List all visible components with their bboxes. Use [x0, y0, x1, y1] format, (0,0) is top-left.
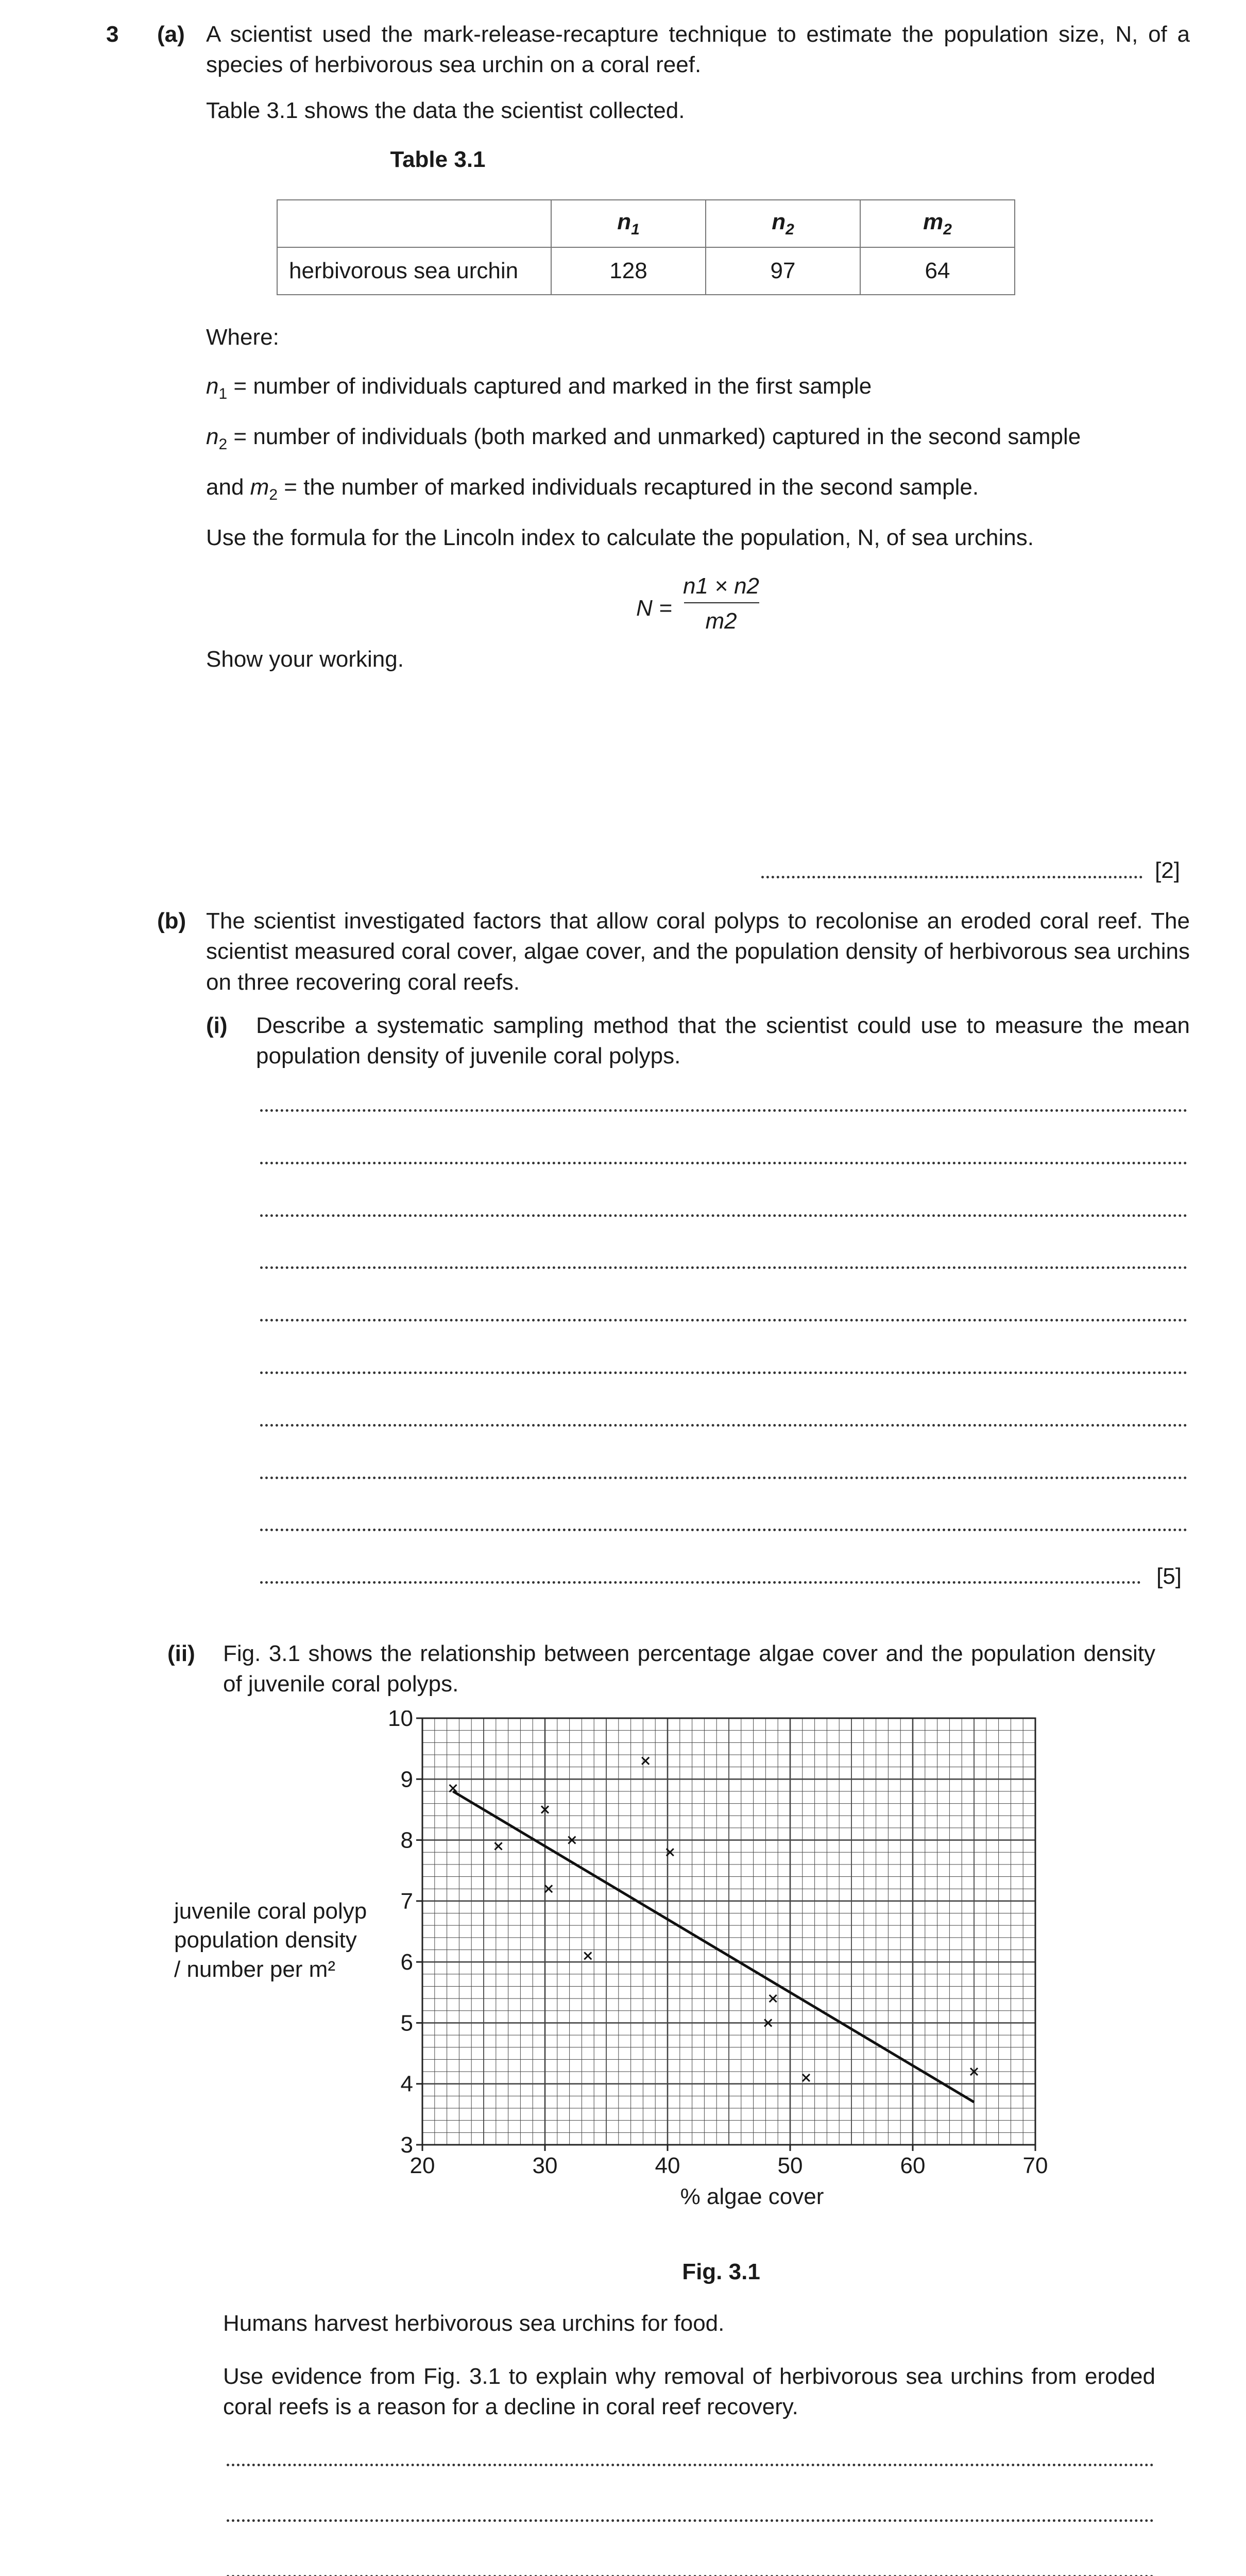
y-tick-label: 3 [400, 2132, 413, 2158]
answer-line-a[interactable] [761, 876, 1142, 878]
definition-n2: $n_2$ = number of individuals (both marked and unmarked) captured in the second sample [206, 424, 1081, 453]
definition-n2-text: = number of individuals (both marked and unmarked) captured in the second sample [233, 424, 1081, 449]
definition-m2: and $m_2$ = the number of marked individuals recaptured in the second sample. [206, 474, 979, 503]
y-axis-label-line-1: juvenile coral polyp [174, 1899, 367, 1924]
part-b-i-text: Describe a systematic sampling method that the scientist could use to measure the mean population density of juvenile coral polyps. [256, 1013, 1190, 1069]
definition-n1: $n_1$ = number of individuals captured and marked in the first sample [206, 374, 872, 402]
table-header-blank [277, 200, 551, 247]
answer-line-b-ii-2[interactable] [227, 2519, 1154, 2522]
answer-line-b-ii-1[interactable] [227, 2464, 1154, 2466]
answer-line-b-i-4[interactable] [260, 1266, 1187, 1269]
y-tick-label: 10 [388, 1710, 413, 1731]
part-b-ii-para1: Humans harvest herbivorous sea urchins for food. [223, 2311, 725, 2336]
table-cell-n1: 128 [551, 247, 706, 295]
answer-line-b-i-8[interactable] [260, 1477, 1187, 1479]
x-tick-label: 30 [532, 2153, 558, 2178]
x-tick-label: 60 [900, 2153, 926, 2178]
y-tick-label: 5 [400, 2010, 413, 2036]
table-header-n2: $n_2$ [706, 200, 860, 247]
chart-x-axis-label: % algae cover [680, 2184, 824, 2209]
y-axis-label-line-3: / number per m² [174, 1956, 335, 1982]
table-header-n1: $n_1$ [551, 200, 706, 247]
show-working-text: Show your working. [206, 647, 404, 672]
scatter-chart [381, 1710, 1066, 2236]
answer-line-b-i-3[interactable] [260, 1214, 1187, 1217]
table-header-m2: $m_2$ [860, 200, 1015, 247]
data-point [450, 1785, 457, 1792]
question-number: 3 [106, 22, 119, 47]
x-tick-label: 20 [409, 2153, 435, 2178]
part-a-intro: A scientist used the mark-release-recapture technique to estimate the population size, N, of a species of herbivorous sea urchin on a coral reef. [206, 22, 1190, 78]
answer-line-b-i-1[interactable] [260, 1109, 1187, 1112]
y-tick-label: 9 [400, 1767, 413, 1792]
part-b-i-label: (i) [206, 1013, 228, 1038]
answer-line-b-i-10[interactable] [260, 1581, 1141, 1584]
table-cell-m2: 64 [860, 247, 1015, 295]
formula-fraction-line [684, 602, 759, 603]
data-point [803, 2074, 810, 2081]
data-point-cross [450, 1785, 457, 1792]
x-tick-label: 40 [655, 2153, 680, 2178]
part-a-label: (a) [157, 22, 185, 47]
trend-line [453, 1791, 975, 2102]
x-tick-label: 70 [1022, 2153, 1048, 2178]
chart-y-axis-label [174, 1897, 367, 1984]
y-tick-label: 6 [400, 1950, 413, 1975]
table-row-label: herbivorous sea urchin [277, 247, 551, 295]
part-b-ii-para2: Use evidence from Fig. 3.1 to explain why removal of herbivorous sea urchins from eroded coral reefs is a reason for a decline in coral reef recovery. [223, 2364, 1155, 2420]
figure-caption: Fig. 3.1 [682, 2259, 760, 2284]
part-b-label: (b) [157, 908, 186, 934]
part-b-intro: The scientist investigated factors that allow coral polyps to recolonise an eroded coral reef. The scientist measured coral cover, algae cover, and the population density of herbivorous sea urchins on three recovering coral reefs. [206, 908, 1190, 995]
formula-denominator: m2 [705, 608, 737, 634]
answer-line-b-i-6[interactable] [260, 1371, 1187, 1374]
formula-lhs: N = [636, 596, 672, 621]
answer-line-b-i-5[interactable] [260, 1319, 1187, 1321]
y-tick-label: 8 [400, 1827, 413, 1853]
y-axis-label-line-2: population density [174, 1927, 357, 1953]
formula-numerator: n1 × n2 [682, 573, 760, 599]
table-cell-n2: 97 [706, 247, 860, 295]
answer-line-b-i-7[interactable] [260, 1424, 1187, 1427]
data-table [277, 199, 1015, 295]
table-row [277, 247, 1015, 295]
data-point-cross [803, 2074, 810, 2081]
part-b-ii-text: Fig. 3.1 shows the relationship between percentage algae cover and the population density of juvenile coral polyps. [223, 1641, 1155, 1697]
x-tick-label: 50 [777, 2153, 803, 2178]
answer-line-b-i-2[interactable] [260, 1162, 1187, 1164]
formula-instruction: Use the formula for the Lincoln index to calculate the population, N, of sea urchins. [206, 525, 1034, 550]
definition-m2-prefix: and [206, 474, 244, 500]
marks-a: [2] [1155, 858, 1180, 883]
marks-b-i: [5] [1156, 1564, 1182, 1589]
table-reference-text: Table 3.1 shows the data the scientist collected. [206, 98, 685, 123]
definition-n1-text: = number of individuals captured and marked in the first sample [233, 374, 872, 399]
definition-m2-text: = the number of marked individuals recaptured in the second sample. [284, 474, 979, 500]
y-tick-label: 7 [400, 1888, 413, 1914]
where-label: Where: [206, 325, 279, 350]
data-point [584, 1952, 591, 1959]
data-point-cross [584, 1952, 591, 1959]
table-caption: Table 3.1 [390, 147, 486, 172]
answer-line-b-i-9[interactable] [260, 1529, 1187, 1531]
y-tick-label: 4 [400, 2071, 413, 2097]
part-b-ii-label: (ii) [167, 1641, 195, 1666]
table-header-row [277, 200, 1015, 247]
